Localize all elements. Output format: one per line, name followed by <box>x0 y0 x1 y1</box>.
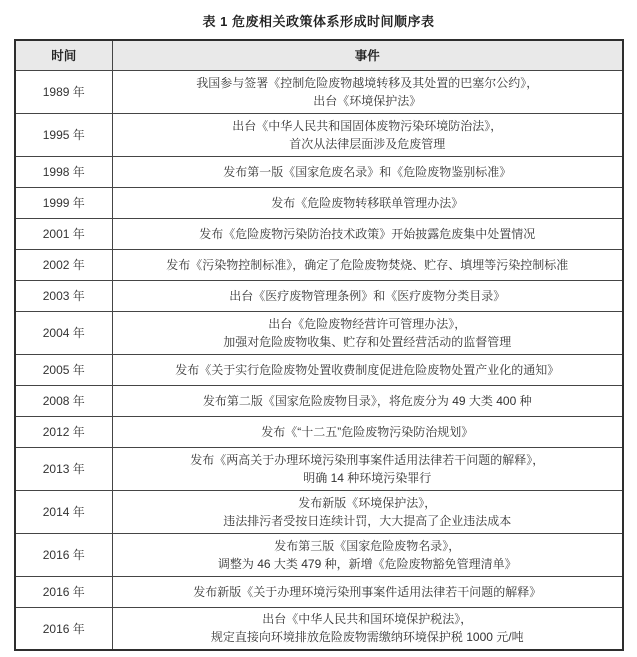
event-column-header: 事件 <box>112 40 623 70</box>
table-row <box>15 311 623 354</box>
table-row <box>15 70 623 113</box>
year-cell: 2013 年 <box>15 447 112 490</box>
event-cell: 发布《两高关于办理环境污染刑事案件适用法律若干问题的解释》， 明确 14 种环境污染罪行 <box>112 447 623 490</box>
year-cell: 2016 年 <box>15 607 112 650</box>
event-cell: 发布新版《环境保护法》， 违法排污者受按日连续计罚，大大提高了企业违法成本 <box>112 490 623 533</box>
year-cell: 2008 年 <box>15 385 112 416</box>
event-cell: 出台《危险废物经营许可管理办法》， 加强对危险废物收集、贮存和处置经营活动的监督管理 <box>112 311 623 354</box>
year-cell: 2016 年 <box>15 576 112 607</box>
year-cell: 1995 年 <box>15 113 112 156</box>
year-cell: 2001 年 <box>15 218 112 249</box>
table-row <box>15 576 623 607</box>
table-row <box>15 249 623 280</box>
policy-timeline-table <box>14 39 624 651</box>
event-cell: 发布第三版《国家危险废物名录》， 调整为 46 大类 479 种，新增《危险废物豁免管理清单》 <box>112 533 623 576</box>
table-row <box>15 218 623 249</box>
year-cell: 2016 年 <box>15 533 112 576</box>
event-cell: 发布《“十二五”危险废物污染防治规划》 <box>112 416 623 447</box>
table-row <box>15 280 623 311</box>
time-column-header: 时间 <box>15 40 112 70</box>
year-cell: 1999 年 <box>15 187 112 218</box>
event-cell: 出台《医疗废物管理条例》和《医疗废物分类目录》 <box>112 280 623 311</box>
event-cell: 发布《关于实行危险废物处置收费制度促进危险废物处置产业化的通知》 <box>112 354 623 385</box>
event-cell: 发布《危险废物污染防治技术政策》开始披露危废集中处置情况 <box>112 218 623 249</box>
table-row <box>15 607 623 650</box>
table-row <box>15 156 623 187</box>
year-cell: 1989 年 <box>15 70 112 113</box>
table-row <box>15 113 623 156</box>
event-cell: 发布《污染物控制标准》，确定了危险废物焚烧、贮存、填埋等污染控制标准 <box>112 249 623 280</box>
event-cell: 发布新版《关于办理环境污染刑事案件适用法律若干问题的解释》 <box>112 576 623 607</box>
year-cell: 2002 年 <box>15 249 112 280</box>
table-row <box>15 447 623 490</box>
event-cell: 出台《中华人民共和国固体废物污染环境防治法》， 首次从法律层面涉及危废管理 <box>112 113 623 156</box>
table-row <box>15 416 623 447</box>
year-cell: 2004 年 <box>15 311 112 354</box>
event-cell: 发布第一版《国家危废名录》和《危险废物鉴别标准》 <box>112 156 623 187</box>
year-cell: 1998 年 <box>15 156 112 187</box>
year-cell: 2005 年 <box>15 354 112 385</box>
year-cell: 2014 年 <box>15 490 112 533</box>
year-cell: 2012 年 <box>15 416 112 447</box>
page-title: 表 1 危废相关政策体系形成时间顺序表 <box>202 14 435 29</box>
event-cell: 我国参与签署《控制危险废物越境转移及其处置的巴塞尔公约》， 出台《环境保护法》 <box>112 70 623 113</box>
table-row <box>15 533 623 576</box>
table-row <box>15 490 623 533</box>
event-cell: 出台《中华人民共和国环境保护税法》， 规定直接向环境排放危险废物需缴纳环境保护税 1000 元/吨 <box>112 607 623 650</box>
event-cell: 发布《危险废物转移联单管理办法》 <box>112 187 623 218</box>
year-cell: 2003 年 <box>15 280 112 311</box>
table-row <box>15 354 623 385</box>
table-row <box>15 187 623 218</box>
table-row <box>15 385 623 416</box>
header-row <box>15 40 623 70</box>
event-cell: 发布第二版《国家危险废物目录》，将危废分为 49 大类 400 种 <box>112 385 623 416</box>
